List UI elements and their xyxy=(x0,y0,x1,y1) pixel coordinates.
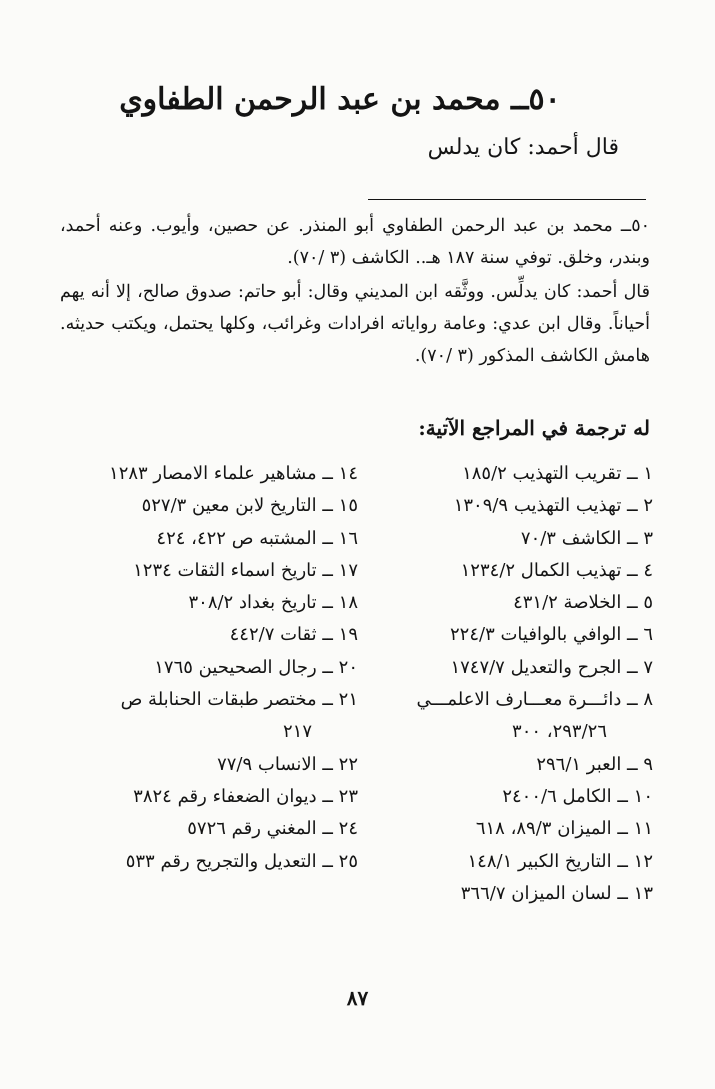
reference-item: ٢١ ــ مختصر طبقات الحنابلة ص xyxy=(120,689,358,711)
reference-item: ٦ ــ الوافي بالوافيات ٢٢٤/٣ xyxy=(450,624,653,646)
reference-item: ٧ ــ الجرح والتعديل ١٧٤٧/٧ xyxy=(450,656,653,678)
references-column-left xyxy=(93,458,358,878)
reference-item: ١٨ ــ تاريخ بغداد ٣٠٨/٢ xyxy=(188,592,358,614)
reference-item: ١٥ ــ التاريخ لابن معين ٥٢٧/٣ xyxy=(141,495,358,517)
reference-item: ١٠ ــ الكامل ٢٤٠٠/٦ xyxy=(502,785,653,807)
reference-item: ٢٤ ــ المغني رقم ٥٧٢٦ xyxy=(187,818,358,840)
reference-item: ٢ ــ تهذيب التهذيب ١٣٠٩/٩ xyxy=(453,495,653,517)
reference-item: ٨ ــ دائـــرة معـــارف الاعلمـــي xyxy=(416,689,653,711)
footnote-paragraph: قال أحمد: كان يدلِّس. ووثَّقه ابن المديني وقال: أبو حاتم: صدوق صالح، إلا أنه يهم أحياناً. وقال ابن عدي: وعامة رواياته افرادات وغرائب، وكلها يحتمل، ويكتب حديثه. هامش الكاشف المذكور (٣ /٧٠). xyxy=(60,282,650,366)
footnote-divider xyxy=(368,199,646,200)
reference-item: ٢٥ ــ التعديل والتجريح رقم ٥٣٣ xyxy=(125,850,358,872)
reference-item: ٩ ــ العبر ٢٩٦/١ xyxy=(536,753,653,775)
reference-item: ١٢ ــ التاريخ الكبير ١٤٨/١ xyxy=(467,850,653,872)
reference-item: ٢٢ ــ الانساب ٧٧/٩ xyxy=(217,753,358,775)
references-column-right xyxy=(383,458,653,910)
reference-item: ٢٣ ــ ديوان الضعفاء رقم ٣٨٢٤ xyxy=(133,785,358,807)
page-number: ٨٧ xyxy=(346,986,369,1010)
reference-item-continuation: ٢١٧ xyxy=(282,721,312,743)
reference-item-continuation: ٢٩٣/٢٦، ٣٠٠ xyxy=(512,721,607,743)
entry-title: ٥٠ــ محمد بن عبد الرحمن الطفاوي xyxy=(119,82,561,117)
reference-item: ١ ــ تقريب التهذيب ١٨٥/٢ xyxy=(462,463,653,484)
reference-item: ١٤ ــ مشاهير علماء الامصار ١٢٨٣ xyxy=(109,463,358,484)
reference-item: ٣ ــ الكاشف ٧٠/٣ xyxy=(520,527,653,549)
reference-item: ٢٠ ــ رجال الصحيحين ١٧٦٥ xyxy=(154,656,358,678)
references-heading: له ترجمة في المراجع الآتية: xyxy=(418,416,650,440)
footnote xyxy=(60,210,650,372)
reference-item: ٥ ــ الخلاصة ٤٣١/٢ xyxy=(513,592,653,614)
entry-quote: قال أحمد: كان يدلس xyxy=(427,135,619,160)
reference-item: ١٧ ــ تاريخ اسماء الثقات ١٢٣٤ xyxy=(133,559,358,581)
reference-item: ١٦ ــ المشتبه ص ٤٢٢، ٤٢٤ xyxy=(156,527,358,549)
reference-item: ١٩ ــ ثقات ٤٤٢/٧ xyxy=(229,624,358,646)
reference-item: ١١ ــ الميزان ٨٩/٣، ٦١٨ xyxy=(475,818,653,840)
reference-item: ٤ ــ تهذيب الكمال ١٢٣٤/٢ xyxy=(460,559,653,581)
reference-item: ١٣ ــ لسان الميزان ٣٦٦/٧ xyxy=(460,882,653,904)
footnote-paragraph: ٥٠ــ محمد بن عبد الرحمن الطفاوي أبو المنذر. عن حصين، وأيوب. وعنه أحمد، وبندر، وخلق. توفي سنة ١٨٧ هـ.. الكاشف (٣ /٧٠). xyxy=(60,216,650,268)
